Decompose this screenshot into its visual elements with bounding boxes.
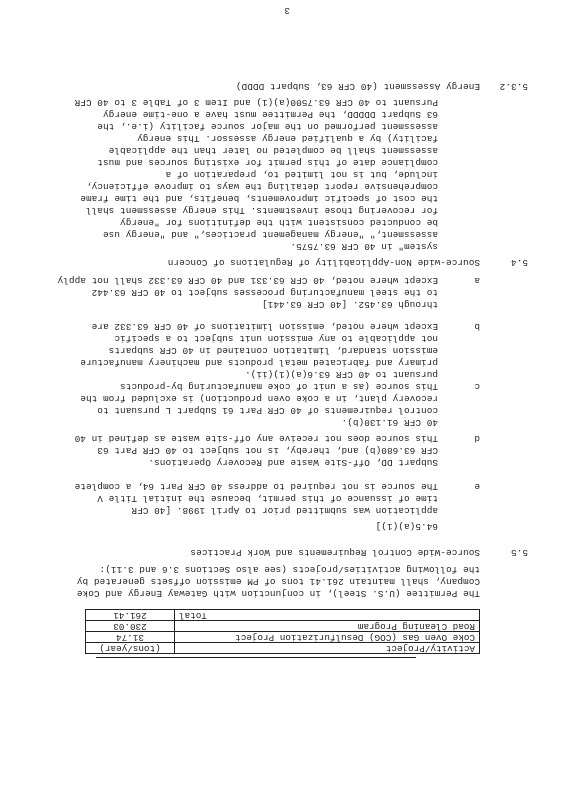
item-b-line: emission standard, limitation contained in 40 CFR subparts: [108, 345, 438, 356]
table-cell: 31.74: [86, 632, 175, 643]
item-e-line: application was submitted prior to April 1998. [40 CFR: [131, 505, 438, 516]
table-row: [86, 610, 480, 621]
item-a-line: through 63.452. [40 CFR 63.441]: [261, 299, 438, 310]
table-header-tons: (tons/year): [86, 643, 175, 654]
item-a-label: a: [474, 275, 480, 286]
section-5-3-2-line: Pursuant to 40 CFR 63.7500(a)(1) and Item 3 of Table 3 to 40 CFR: [74, 97, 438, 108]
table-top-rule: [96, 657, 416, 658]
page-number: 3: [284, 5, 290, 16]
item-a-line: to the steel manufacturing processes subject to 40 CFR 63.442: [91, 287, 438, 298]
item-b-line: primary and fabricated metal products and machinery manufacture: [80, 357, 438, 368]
section-5-3-2-line: include, but is not limited to, preparation of a: [165, 169, 438, 180]
section-5-3-2-line: 63 Subpart DDDDD, the Permittee must have a one-time energy: [102, 109, 438, 120]
section-5-4-number: 5.4: [510, 257, 528, 268]
section-5-3-2-heading: Energy Assessment (40 CFR 63, Subpart DDDD): [235, 81, 480, 92]
section-5-5-number: 5.5: [510, 547, 528, 558]
item-b-line: Except where noted, emission limitations of 40 CFR 63.332 are: [91, 321, 438, 332]
table-row: [86, 632, 480, 643]
section-5-5-line: Company, shall maintain 261.41 tons of PM emission offsets generated by: [76, 576, 480, 587]
item-e-line: 64.5(a)(1)]: [375, 521, 438, 532]
section-5-3-2-line: comprehensive report detailing the ways to improve efficiency,: [85, 181, 438, 192]
item-d-line: Subpart DD, Off-Site Waste and Recovery Operations.: [148, 457, 438, 468]
section-5-5-line: the following activities/projects (see also Sections 3.6 and 3.11):: [99, 564, 480, 575]
section-5-5-heading: Source-Wide Control Requirements and Work Practices: [190, 547, 480, 558]
item-c-line: recovery plant, in a coke oven production) is excluded from the: [80, 393, 438, 404]
section-5-3-2-line: system" in 40 CFR 63.7575.: [290, 241, 438, 252]
item-d-label: d: [474, 433, 480, 444]
table-row: [86, 621, 480, 632]
section-5-3-2-line: assessment," "energy management practices," and "energy use: [102, 229, 438, 240]
offsets-table: [85, 609, 480, 654]
section-5-3-2-number: 5.3.2: [499, 81, 528, 92]
item-c-line: This source (as a unit of coke manufacturing by-products: [119, 381, 438, 392]
section-5-3-2-line: for recovering those investments. This energy assessment shall: [85, 205, 438, 216]
item-c-line: 40 CFR 61.130(b).: [341, 417, 438, 428]
table-cell: 230.03: [86, 621, 175, 632]
item-e-line: time of issuance of this permit, because the initial Title V: [97, 493, 438, 504]
item-b-label: b: [474, 321, 480, 332]
item-e-line: The source is not required to address 40 CFR Part 64, a complete: [74, 481, 438, 492]
section-5-3-2-line: assessment performed on the major source facility (i.e., the: [97, 121, 438, 132]
section-5-4-heading: Source-wide Non-Applicability of Regulations of Concern: [167, 257, 480, 268]
table-header-row: [86, 643, 480, 654]
item-e-label: e: [474, 481, 480, 492]
item-b-line: pursuant to 40 CFR 63.6(a)(1)(ii).: [244, 369, 438, 380]
section-5-3-2-line: be conducted consistent with the definitions for "energy: [119, 217, 438, 228]
table-total-label: Total: [175, 610, 480, 621]
item-d-line: This source does not receive any off-site waste as defined in 40: [74, 433, 438, 444]
table-header-activity: Activity/Project: [175, 643, 480, 654]
table-cell: Road Cleaning Program: [175, 621, 480, 632]
section-5-3-2-line: facility) by a qualified energy assessor. This energy: [137, 133, 438, 144]
item-c-line: control requirements of 40 CFR Part 61 Subpart L pursuant to: [97, 405, 438, 416]
section-5-5-line: The Permittee (U.S. Steel), in conjunction with Gateway Energy and Coke: [76, 588, 480, 599]
item-d-line: CFR 63.680(b) and, thereby, is not subject to 40 CFR Part 63: [97, 445, 438, 456]
section-5-3-2-line: compliance date of this permit for existing sources and must: [97, 157, 438, 168]
table-cell: Coke Oven Gas (COG) Desulfurization Project: [175, 632, 480, 643]
item-c-label: c: [474, 381, 480, 392]
section-5-3-2-line: the cost of specific improvements, benefits, and the time frame: [80, 193, 438, 204]
item-b-line: not applicable to any emission unit subject to a specific: [114, 333, 438, 344]
table-total-value: 261.41: [86, 610, 175, 621]
section-5-3-2-line: assessment shall be completed no later than the applicable: [108, 145, 438, 156]
item-a-line: Except where noted, 40 CFR 63.331 and 40 CFR 63.332 shall not apply: [57, 275, 438, 286]
